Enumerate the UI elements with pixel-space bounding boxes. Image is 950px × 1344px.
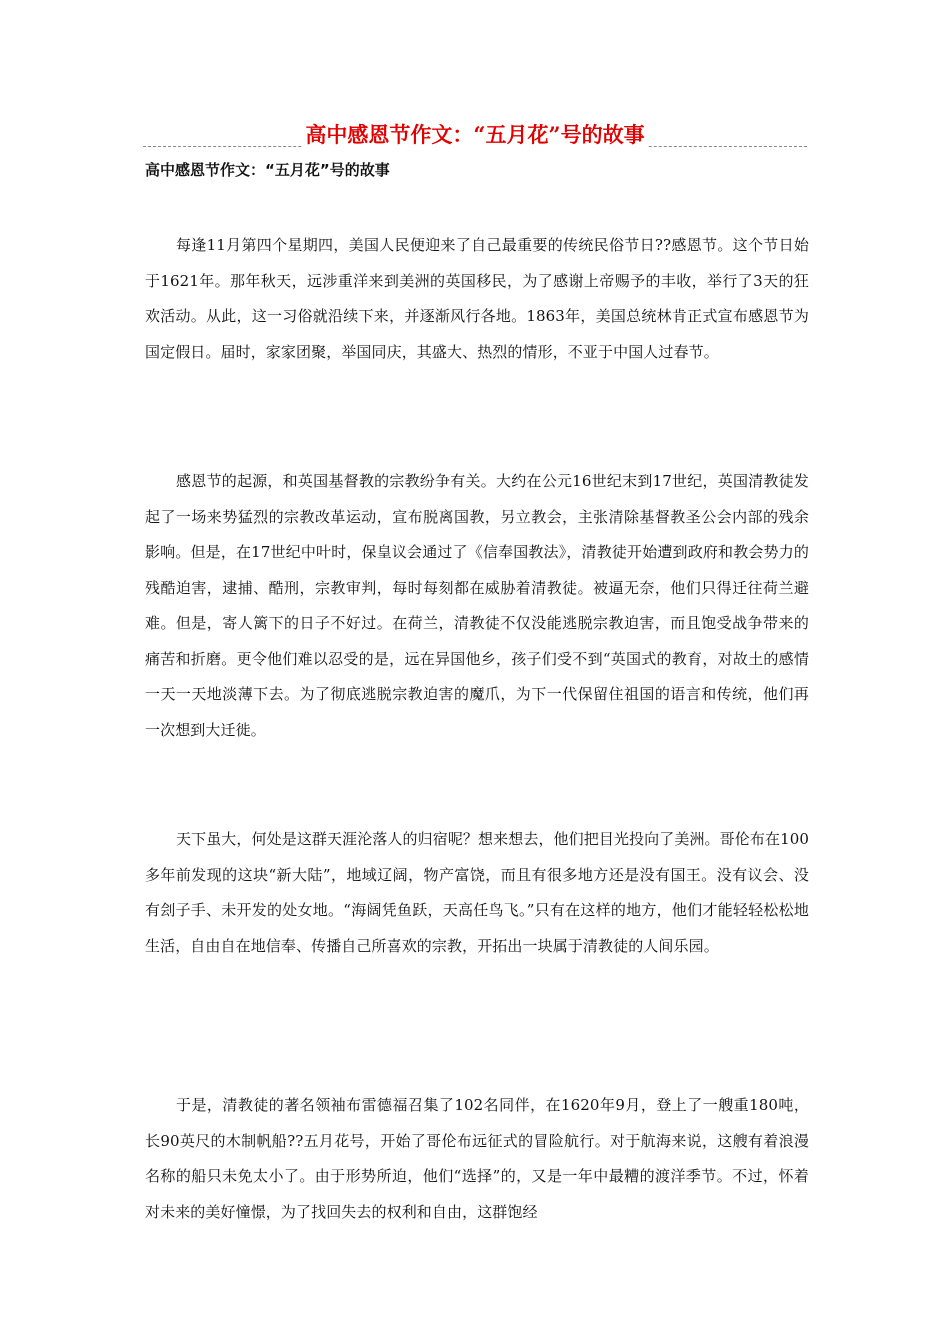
document-subtitle: 高中感恩节作文：“五月花”号的故事 [145,161,390,179]
paragraph-3: 天下虽大，何处是这群天涯沦落人的归宿呢？想来想去，他们把目光投向了美洲。哥伦布在100多年前发现的这块“新大陆”，地域辽阔，物产富饶，而且有很多地方还是没有国王。没有议会、没有刽子手、未开发的处女地。“海阔凭鱼跃，天高任鸟飞。”只有在这样的地方，他们才能轻轻松松地生活，自由自在地信奉、传播自己所喜欢的宗教，开拓出一块属于清教徒的人间乐园。 [145,830,809,955]
paragraph-2: 感恩节的起源，和英国基督教的宗教纷争有关。大约在公元16世纪末到17世纪，英国清教徒发起了一场来势猛烈的宗教改革运动，宣布脱离国教，另立教会，主张清除基督教圣公会内部的残余影响。但是，在17世纪中叶时，保皇议会通过了《信奉国教法》，清教徒开始遭到政府和教会势力的残酷迫害，逮捕、酷刑，宗教审判，每时每刻都在威胁着清教徒。被逼无奈，他们只得迁往荷兰避难。但是，寄人篱下的日子不好过。在荷兰，清教徒不仅没能逃脱宗教迫害，而且饱受战争带来的痛苦和折磨。更令他们难以忍受的是，远在异国他乡，孩子们受不到“英国式的教育，对故土的感情一天一天地淡薄下去。为了彻底逃脱宗教迫害的魔爪，为下一代保留住祖国的语言和传统，他们再一次想到大迁徙。 [145,472,809,739]
header-title-wrap [143,120,807,150]
header-title: 高中感恩节作文：“五月花”号的故事 [305,122,645,147]
header-row [143,120,807,152]
paragraph-1: 每逢11月第四个星期四，美国人民便迎来了自己最重要的传统民俗节日??感恩节。这个节日始于1621年。那年秋天，远涉重洋来到美洲的英国移民，为了感谢上帝赐予的丰收，举行了3天的狂欢活动。从此，这一习俗就沿续下来，并逐渐风行各地。1863年，美国总统林肯正式宣布感恩节为国定假日。届时，家家团聚，举国同庆，其盛大、热烈的情形，不亚于中国人过春节。 [145,236,809,361]
paragraph-4: 于是，清教徒的著名领袖布雷德福召集了102名同伴，在1620年9月，登上了一艘重180吨，长90英尺的木制帆船??五月花号，开始了哥伦布远征式的冒险航行。对于航海来说，这艘有着浪漫名称的船只未免太小了。由于形势所迫，他们“选择”的，又是一年中最糟的渡洋季节。不过，怀着对未来的美好憧憬，为了找回失去的权利和自由，这群饱经 [145,1096,809,1221]
